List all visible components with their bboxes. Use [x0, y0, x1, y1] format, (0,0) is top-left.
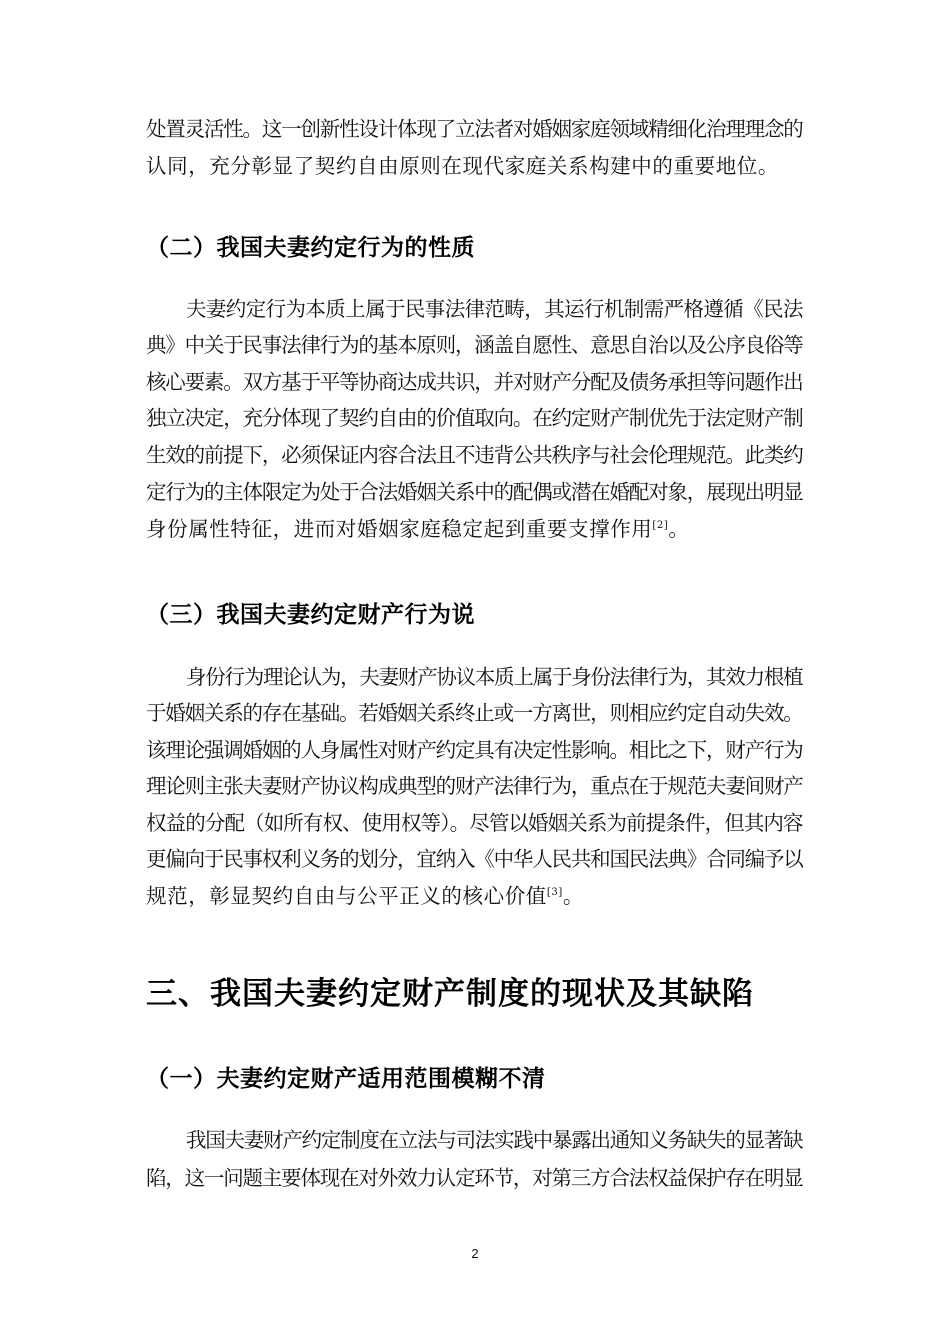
- section-heading: （三）我国夫妻约定财产行为说: [146, 602, 475, 628]
- citation: [2]: [652, 520, 669, 532]
- paragraph-line: 核心要素。双方基于平等协商达成共识，并对财产分配及债务承担等问题作出: [146, 370, 803, 394]
- paragraph-line: 于婚姻关系的存在基础。若婚姻关系终止或一方离世，则相应约定自动失效。: [146, 701, 803, 725]
- paragraph-line: 理论则主张夫妻财产协议构成典型的财产法律行为，重点在于规范夫妻间财产: [146, 774, 803, 798]
- line-end: 。: [562, 884, 584, 908]
- paragraph-line: 权益的分配（如所有权、使用权等）。尽管以婚姻关系为前提条件，但其内容: [146, 811, 803, 835]
- paragraph-line: 认同，充分彰显了契约自由原则在现代家庭关系构建中的重要地位。: [146, 154, 779, 178]
- paragraph-line: 该理论强调婚姻的人身属性对财产约定具有决定性影响。相比之下，财产行为: [146, 738, 803, 762]
- paragraph-line: 陷，这一问题主要体现在对外效力认定环节，对第三方合法权益保护存在明显: [146, 1166, 803, 1190]
- citation: [3]: [546, 887, 563, 899]
- line-end: 。: [668, 517, 690, 541]
- paragraph-line: 夫妻约定行为本质上属于民事法律范畴，其运行机制需严格遵循《民法: [186, 297, 803, 321]
- paragraph-line: 定行为的主体限定为处于合法婚姻关系中的配偶或潜在婚配对象，展现出明显: [146, 480, 803, 504]
- chapter-heading: 三、我国夫妻约定财产制度的现状及其缺陷: [146, 976, 754, 1012]
- paragraph-line: 我国夫妻财产约定制度在立法与司法实践中暴露出通知义务缺失的显著缺: [186, 1128, 803, 1152]
- paragraph-line: 处置灵活性。这一创新性设计体现了立法者对婚姻家庭领域精细化治理理念的: [146, 117, 803, 141]
- paragraph-line: 身份行为理论认为，夫妻财产协议本质上属于身份法律行为，其效力根植: [186, 665, 803, 689]
- line-text: 身份属性特征，进而对婚姻家庭稳定起到重要支撑作用: [146, 517, 653, 541]
- section-heading: （二）我国夫妻约定行为的性质: [146, 235, 475, 261]
- line-text: 规范，彰显契约自由与公平正义的核心价值: [146, 884, 547, 908]
- section-heading: （一）夫妻约定财产适用范围模糊不清: [146, 1066, 546, 1092]
- page-number: 2: [471, 1246, 479, 1261]
- paragraph-line: [146, 511, 689, 548]
- paragraph-line: 典》中关于民事法律行为的基本原则，涵盖自愿性、意思自治以及公序良俗等: [146, 333, 803, 357]
- paragraph-line: 生效的前提下，必须保证内容合法且不违背公共秩序与社会伦理规范。此类约: [146, 443, 803, 467]
- paragraph-line: 独立决定，充分体现了契约自由的价值取向。在约定财产制优先于法定财产制: [146, 406, 803, 430]
- paragraph-line: [146, 878, 584, 915]
- paragraph-line: 更偏向于民事权利义务的划分，宜纳入《中华人民共和国民法典》合同编予以: [146, 847, 803, 871]
